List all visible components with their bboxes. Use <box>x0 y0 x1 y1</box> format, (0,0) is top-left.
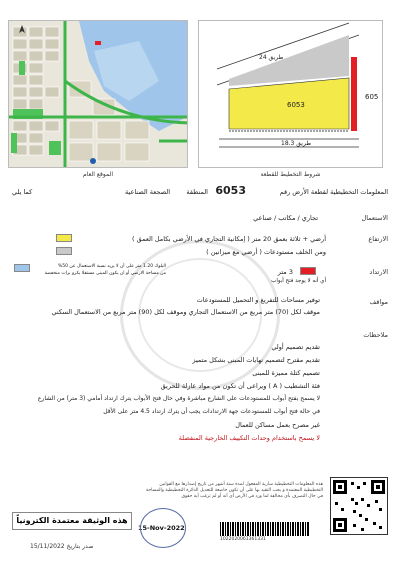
location-map <box>8 20 188 168</box>
issued-date: صدر بتاريخ 15/11/2022 <box>30 543 94 550</box>
build-ratio-2: من مساحة الارضي أو ان يكون المبنى مستقلا بكرو برات منخفضة <box>44 271 166 276</box>
side-label: 605 <box>365 93 379 101</box>
header-suffix: كما يلي <box>12 188 33 196</box>
location-map-graphic <box>9 21 188 168</box>
header-title: المعلومات التخطيطية لقطعة الأرض رقم <box>279 188 388 196</box>
location-map-caption: الموقع العام <box>83 171 113 178</box>
certified-badge: هذه الوثيقة معتمدة الكترونياً <box>12 512 132 530</box>
setback-value: 3 متر <box>277 268 293 276</box>
ratio-swatch <box>14 264 30 272</box>
plot-header <box>12 186 388 200</box>
parking-value: توفير مساحات للتفريغ و التحميل للمستودعات <box>196 296 320 304</box>
area-label: المنطقة <box>186 188 208 196</box>
plot-label: 6053 <box>287 101 305 109</box>
use-value: تجاري / مكاتب / صناعي <box>253 214 318 222</box>
plot-number: 6053 <box>215 184 246 197</box>
plot-sketch-caption: شروط التخطيط للقطعة <box>260 171 321 178</box>
parking-label: مواقف <box>369 298 388 306</box>
build-ratio: البلوك 1.20 متر على أن لا يزيد نسبة الاستعمال عن 50% <box>57 264 166 269</box>
notes-label: ملاحظات <box>363 331 388 339</box>
qr-code[interactable] <box>330 477 388 535</box>
note-item: لا يسمح باستخدام وحدات التكييف الخارجية المنفصلة <box>178 434 320 442</box>
setback-note: أي أنه لا يوجد فتح أبواب <box>271 278 326 284</box>
note-item: غير مصرح بعمل مساكن للعمال <box>235 421 320 429</box>
height-label: الارتفاع <box>368 235 388 243</box>
setback-swatch <box>300 267 316 275</box>
area-value: الصجعة الصناعية <box>125 188 170 196</box>
height-value-2: ومن الخلف مستودعات ( أرضي مع ميزانين ) <box>206 248 326 256</box>
road-bottom-label: طريق 18.3 <box>281 140 312 147</box>
note-item: في حالة فتح أبواب للمستودعات جهة الارتدادات يجب أن يترك ارتداد 4.5 متر على الأقل <box>103 408 320 415</box>
qr-code-graphic <box>331 478 387 534</box>
road-top-label: طريق 24 <box>259 54 284 61</box>
plot-sketch-graphic <box>199 21 383 168</box>
official-stamp <box>140 508 186 548</box>
disclaimer-text: هذه المعلومات التخطيطية سارية المفعول لمدة ستة أشهر من تاريخ إصدارها مع القوانين التخطيطية المعتمدة و يجب التقيد بها على أن تكون خاضعة للتعديل الدائرة التخطيطية والمساحة في حال التصرف بأي مخالفة لما ورد في الأرض أي أنه أو لم ترغب أية حقوق <box>145 482 323 499</box>
barcode-number: 1022020061361331 <box>220 537 266 542</box>
note-item: لا يسمح بفتح أبواب للمستودعات على الشارع مباشرة وفي حال فتح الأبواب يترك ارتداد أمامي (3 متر) من الشارع <box>37 395 320 402</box>
barcode <box>220 522 310 536</box>
note-item: تقديم مقترح لتصميم نهايات المبنى بشكل متميز <box>192 356 320 364</box>
stamp-date: 15-Nov-2022 <box>138 524 185 532</box>
setback-label: الارتداد <box>369 268 388 276</box>
height-value: أرضي + ثلاثة بعمق 20 متر ( إمكانية التجاري في الأرضي بكامل العمق ) <box>132 235 326 243</box>
use-label: الاستعمال <box>361 214 388 222</box>
note-item: تقديم تصميم أولي <box>271 343 320 351</box>
parking-value-2: موقف لكل (70) متر مربع من الاستعمال التجاري وموقف لكل (90) متر مربع من الاستعمال السكني <box>51 308 320 316</box>
note-item: تصميم كتلة مميزة للمبنى <box>252 369 320 377</box>
plot-sketch <box>198 20 383 168</box>
note-item: فئة التشطيب ( A ) ويراعى أن تكون من مواد عازلة للحريق <box>160 382 320 390</box>
